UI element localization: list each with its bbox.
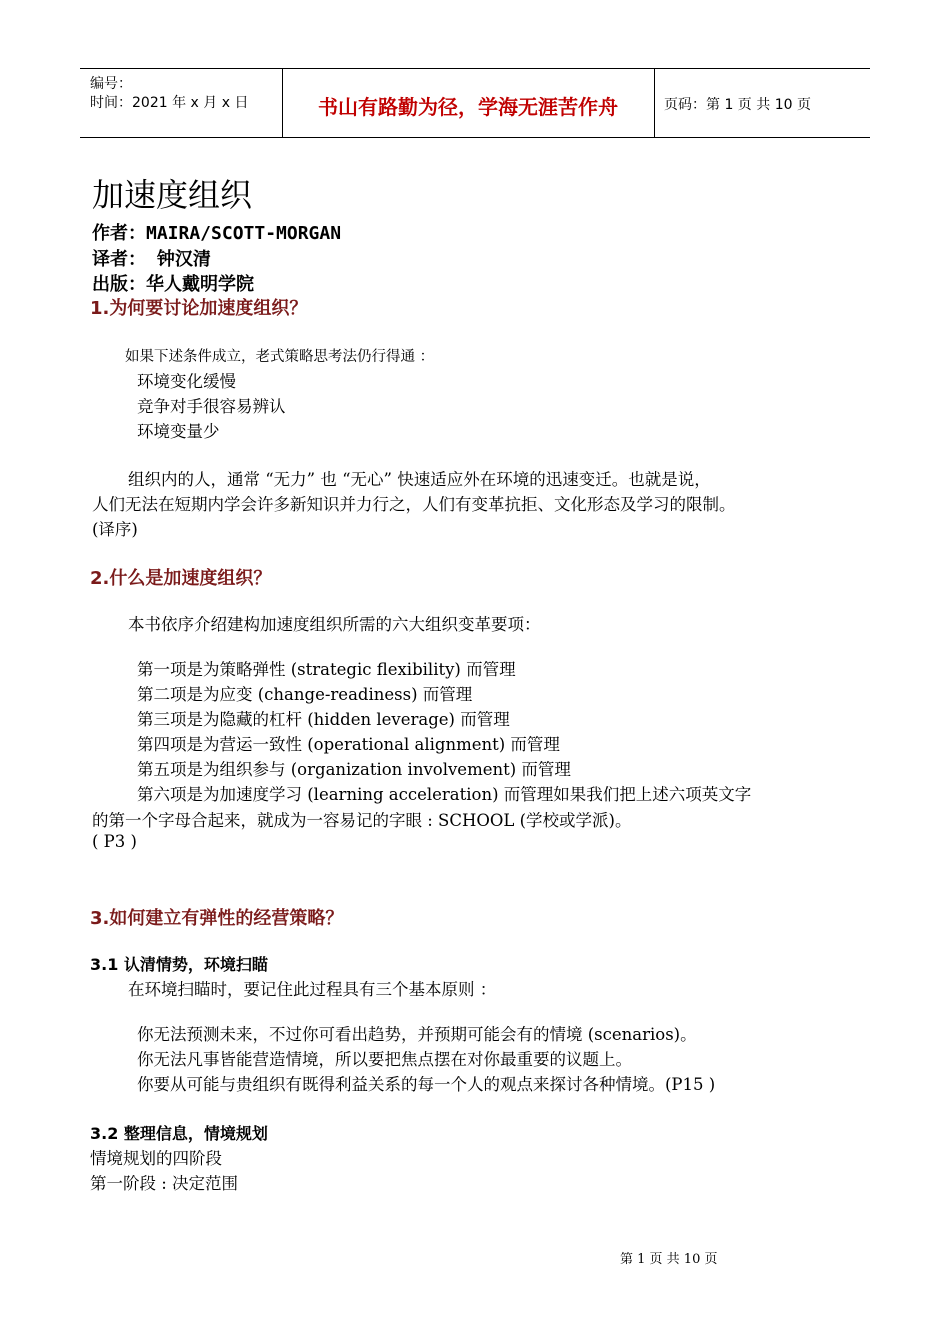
section-2-continuation: ( P3 ) bbox=[92, 832, 137, 851]
header-right-cell bbox=[654, 69, 870, 137]
section-2-heading: 2.什么是加速度组织？ bbox=[90, 568, 272, 589]
principle-item: 你无法凡事皆能营造情境，所以要把焦点摆在对你最重要的议题上。 bbox=[137, 1050, 632, 1069]
section-3-1-heading: 3.1 认清情势，环境扫瞄 bbox=[90, 955, 268, 974]
section-2-intro: 本书依序介绍建构加速度组织所需的六大组织变革要项： bbox=[128, 615, 541, 634]
section-3-2-heading: 3.2 整理信息，情境规划 bbox=[90, 1124, 268, 1143]
school-item: 第二项是为应变 (change-readiness) 而管理 bbox=[137, 685, 473, 704]
school-item: 第三项是为隐藏的杠杆 (hidden leverage) 而管理 bbox=[137, 710, 510, 729]
condition-item: 环境变化缓慢 bbox=[137, 372, 236, 391]
header-left-cell bbox=[80, 69, 283, 137]
principle-item: 你要从可能与贵组织有既得利益关系的每一个人的观点来探讨各种情境。(P15 ) bbox=[137, 1075, 716, 1094]
condition-item: 环境变量少 bbox=[137, 422, 220, 441]
header-middle-cell bbox=[282, 69, 655, 137]
section-1-intro: 如果下述条件成立，老式策略思考法仍行得通 ： bbox=[125, 349, 435, 365]
section-3-2-line: 情境规划的四阶段 bbox=[90, 1149, 222, 1168]
page-header bbox=[80, 68, 870, 138]
principle-item: 你无法预测未来，不过你可看出趋势，并预期可能会有的情境 (scenarios)。 bbox=[137, 1025, 697, 1044]
school-item: 第四项是为营运一致性 (operational alignment) 而管理 bbox=[137, 735, 560, 754]
section-1-paragraph-line: 组织内的人，通常 “无力” 也 “无心” 快速适应外在环境的迅速变迁。也就是说， bbox=[128, 470, 711, 489]
header-page-info: 页码：第 1 页 共 10 页 bbox=[664, 97, 811, 113]
section-2-continuation: 的第一个字母合起来，就成为一容易记的字眼 : SCHOOL (学校或学派)。 bbox=[92, 811, 632, 830]
page-footer: 第 1 页 共 10 页 bbox=[620, 1252, 718, 1267]
section-3-2-line: 第一阶段 : 决定范围 bbox=[90, 1174, 239, 1193]
document-time-label: 时间：2021 年 x 月 x 日 bbox=[90, 95, 249, 111]
document-title: 加速度组织 bbox=[92, 176, 253, 214]
publisher-line: 出版：华人戴明学院 bbox=[92, 274, 254, 295]
school-item: 第一项是为策略弹性 (strategic flexibility) 而管理 bbox=[137, 660, 516, 679]
school-item: 第五项是为组织参与 (organization involvement) 而管理 bbox=[137, 760, 571, 779]
section-1-paragraph-line: (译序) bbox=[92, 520, 138, 539]
section-1-paragraph-line: 人们无法在短期内学会许多新知识并力行之，人们有变革抗拒、文化形态及学习的限制。 bbox=[92, 495, 736, 514]
section-3-1-intro: 在环境扫瞄时，要记住此过程具有三个基本原则 ： bbox=[128, 980, 497, 999]
translator-line: 译者： 钟汉清 bbox=[92, 249, 211, 270]
header-motto: 书山有路勤为径，学海无涯苦作舟 bbox=[318, 95, 618, 119]
document-number-label: 编号： bbox=[90, 76, 132, 92]
section-1-heading: 1.为何要讨论加速度组织？ bbox=[90, 298, 308, 319]
school-item: 第六项是为加速度学习 (learning acceleration) 而管理如果我们把上述六项英文字 bbox=[137, 785, 752, 804]
condition-item: 竞争对手很容易辨认 bbox=[137, 397, 286, 416]
author-line: 作者：MAIRA/SCOTT-MORGAN bbox=[92, 223, 342, 244]
section-3-heading: 3.如何建立有弹性的经营策略？ bbox=[90, 908, 344, 929]
